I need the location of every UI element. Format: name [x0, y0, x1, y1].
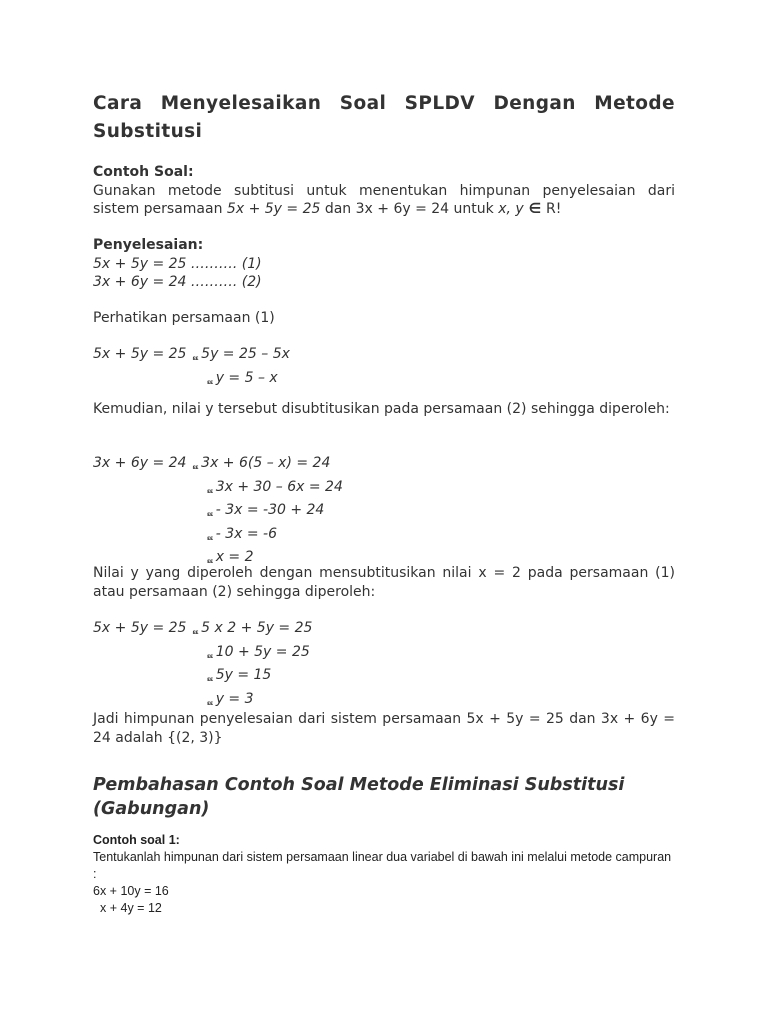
step-3-line	[93, 666, 675, 690]
example-block	[93, 163, 675, 219]
step-2-rhs: 3x + 6(5 – x) = 24	[201, 455, 331, 471]
step-1-rhs: y = 5 – x	[215, 369, 278, 386]
section-2-label: Contoh soal 1:	[93, 833, 180, 847]
example-text-line-2	[93, 200, 675, 219]
step-2-block	[93, 454, 675, 572]
implies-arrow-icon: ɛɛ	[192, 629, 199, 636]
implies-arrow-icon: ɛɛ	[207, 487, 213, 495]
step-3-block	[93, 619, 675, 713]
implies-arrow-icon: ɛɛ	[207, 558, 213, 565]
section-2-example	[93, 832, 675, 917]
y-value-text: Nilai y yang diperoleh dengan mensubtitusikan nilai x = 2 pada persamaan (1) atau persamaan (2) sehingga diperoleh:	[93, 565, 675, 600]
element-of-symbol: ∈	[523, 201, 547, 217]
section-2-heading: Pembahasan Contoh Soal Metode Eliminasi Substitusi (Gabungan)	[93, 775, 625, 819]
step-2-line	[93, 454, 675, 478]
step-2-line	[93, 501, 675, 525]
step-1-line	[93, 345, 675, 369]
step-1-line	[93, 369, 675, 393]
example-variables: x, y	[498, 201, 524, 217]
step-1-block	[93, 345, 675, 392]
step-1-rhs: 5y = 25 – 5x	[201, 346, 290, 362]
example-label: Contoh Soal:	[93, 164, 194, 180]
implies-arrow-icon: ɛɛ	[207, 534, 213, 542]
substitute-text: Kemudian, nilai y tersebut disubtitusikan pada persamaan (2) sehingga diperoleh:	[93, 401, 670, 417]
solution-eq-1: 5x + 5y = 25 ………. (1)	[93, 255, 262, 272]
document-title: Cara Menyelesaikan Soal SPLDV Dengan Metode Substitusi	[93, 93, 675, 142]
step-2-rhs: - 3x = -30 + 24	[215, 502, 325, 518]
step-1-lhs: 5x + 5y = 25	[93, 346, 187, 362]
step-2-lhs: 3x + 6y = 24	[93, 455, 187, 471]
section-2-eq-1: 6x + 10y = 16	[93, 884, 169, 898]
example-text-end: R!	[546, 201, 562, 217]
solution-label: Penyelesaian:	[93, 237, 204, 253]
implies-arrow-icon: ɛɛ	[207, 699, 213, 707]
implies-arrow-icon: ɛɛ	[207, 652, 213, 660]
step-2-rhs: 3x + 30 – 6x = 24	[215, 478, 343, 495]
example-text-b: dan 3x + 6y = 24 untuk	[320, 201, 499, 217]
section-2-text: Tentukanlah himpunan dari sistem persamaan linear dua variabel di bawah ini melalui metode campuran :	[93, 850, 672, 881]
implies-arrow-icon: ɛɛ	[192, 464, 199, 471]
implies-arrow-icon: ɛɛ	[207, 676, 213, 683]
example-equation: 5x + 5y = 25	[226, 201, 321, 217]
step-3-line	[93, 619, 675, 643]
step-2-line	[93, 525, 675, 549]
implies-arrow-icon: ɛɛ	[192, 355, 199, 362]
step-3-rhs: 5y = 15	[215, 667, 272, 683]
step-2-rhs: - 3x = -6	[215, 525, 277, 542]
section-2-eq-2: x + 4y = 12	[100, 901, 162, 915]
example-text-a: sistem persamaan	[93, 201, 227, 217]
step-2-rhs: x = 2	[215, 549, 254, 565]
solution-note: Perhatikan persamaan (1)	[93, 310, 275, 326]
solution-header	[93, 236, 675, 292]
implies-arrow-icon: ɛɛ	[207, 511, 213, 518]
solution-eq-2: 3x + 6y = 24 ………. (2)	[93, 274, 262, 290]
step-3-rhs: 5 x 2 + 5y = 25	[201, 620, 313, 636]
conclusion-text: Jadi himpunan penyelesaian dari sistem persamaan 5x + 5y = 25 dan 3x + 6y = 24 adalah {(2, 3)}	[93, 711, 675, 746]
step-3-rhs: y = 3	[215, 690, 254, 707]
example-text-line-1: Gunakan metode subtitusi untuk menentukan himpunan penyelesaian dari	[93, 182, 675, 199]
step-3-rhs: 10 + 5y = 25	[215, 643, 310, 660]
implies-arrow-icon: ɛɛ	[207, 378, 213, 386]
step-3-line	[93, 643, 675, 667]
step-3-lhs: 5x + 5y = 25	[93, 620, 187, 636]
step-2-line	[93, 478, 675, 502]
